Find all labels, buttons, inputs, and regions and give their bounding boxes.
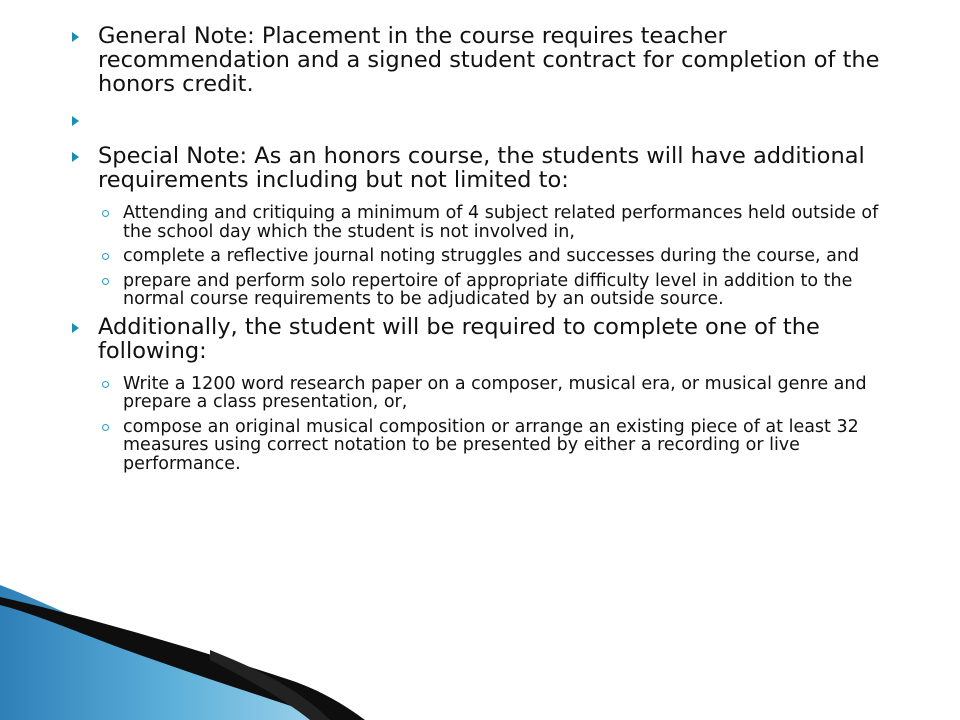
sub-bullet-text: compose an original musical composition or arrange an existing piece of at least 32 measures using correct notation to be presented by either a recording or live performance.: [123, 416, 859, 474]
sub-bullet-text: prepare and perform solo repertoire of appropriate difficulty level in addition to the normal course requirements to be adjudicated by an outside source.: [123, 270, 853, 309]
sub-bullet-text: complete a reflective journal noting struggles and successes during the course, and: [123, 246, 860, 266]
bullet-text: General Note: Placement in the course requires teacher recommendation and a signed student contract for completion of the honors credit.: [98, 23, 880, 97]
bullet-text: Additionally, the student will be required to complete one of the following:: [98, 313, 820, 364]
sub-bullet-text: Write a 1200 word research paper on a composer, musical era, or musical genre and prepare a class presentation, or,: [123, 373, 867, 412]
sub-bullet-text: Attending and critiquing a minimum of 4 subject related performances held outside of the school day which the student is not involved in,: [123, 203, 879, 242]
bullet-text: Special Note: As an honors course, the students will have additional requirements including but not limited to:: [98, 143, 865, 193]
